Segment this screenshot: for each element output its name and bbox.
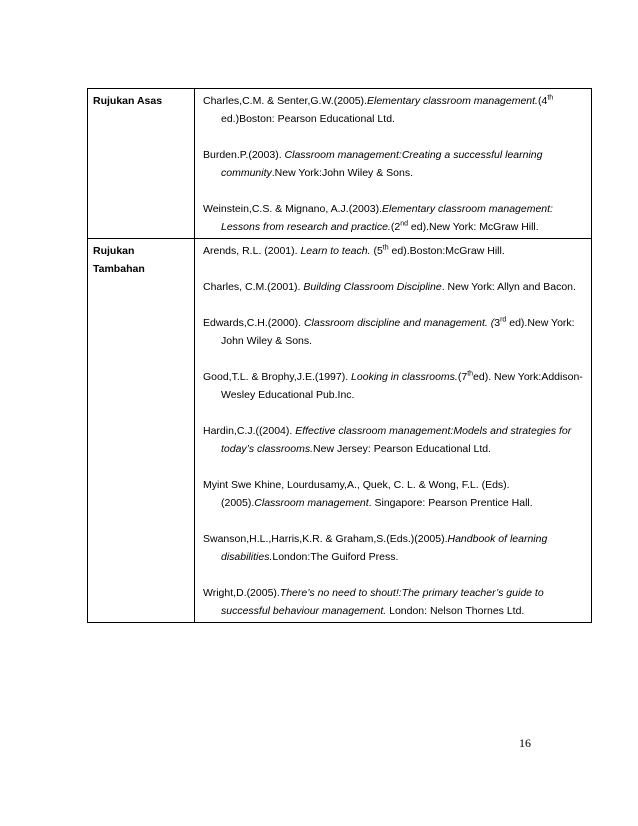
reference-entry (203, 278, 583, 296)
reference-entry (203, 314, 583, 350)
reference-title: Effective classroom management:Models and strategies for today’s classrooms. (221, 425, 572, 455)
reference-title: Elementary classroom management. (366, 95, 538, 107)
row-label-cell (88, 89, 195, 239)
reference-text: Weinstein,C.S. & Mignano, A.J.(2003). (203, 203, 382, 215)
reference-text: Charles, C.M.(2001). (203, 281, 304, 293)
row-label: Rujukan Tambahan (93, 245, 145, 275)
superscript: nd (400, 220, 408, 228)
row-label-cell (88, 239, 195, 623)
superscript: rd (500, 316, 507, 324)
reference-text: ed).Boston:McGraw Hill. (388, 245, 505, 257)
table-row-rujukan-asas (88, 89, 592, 239)
reference-text: Edwards,C.H.(2000). (203, 317, 304, 329)
reference-title: Classroom discipline and management. ( (303, 317, 495, 329)
table-row-rujukan-tambahan (88, 239, 592, 623)
reference-title: Building Classroom Discipline (303, 281, 442, 293)
reference-title: Classroom management (254, 497, 369, 509)
row-label: Rujukan Asas (93, 95, 163, 107)
reference-text: Swanson,H.L.,Harris,K.R. & Graham,S.(Eds.)(2005). (203, 533, 448, 545)
reference-text: Good,T.L. & Brophy,J.E.(1997). (203, 371, 352, 383)
reference-text: Burden.P.(2003). (203, 149, 285, 161)
reference-title: Elementary classroom management: Lessons from research and practice. (221, 203, 553, 233)
reference-text: (4 (537, 95, 548, 107)
reference-text: .New York:John Wiley & Sons. (271, 167, 413, 179)
reference-entry (203, 146, 583, 182)
reference-text: Arends, R.L. (2001). (203, 245, 301, 257)
superscript: th (467, 370, 474, 378)
reference-title: Classroom management:Creating a successful learning community (221, 149, 543, 179)
reference-text: ed.)Boston: Pearson Educational Ltd. (221, 113, 395, 125)
references-cell (195, 89, 592, 239)
reference-text: Wright,D.(2005). (203, 587, 280, 599)
reference-text: Charles,C.M. & Senter,G.W.(2005). (203, 95, 367, 107)
reference-table (87, 88, 592, 623)
reference-title: Looking in classrooms. (351, 371, 458, 383)
superscript: th (382, 244, 389, 252)
reference-text: (2 (390, 221, 401, 233)
reference-text: London:The Guiford Press. (272, 551, 399, 563)
page-number: 16 (519, 736, 531, 750)
reference-entry (203, 476, 583, 512)
references-cell (195, 239, 592, 623)
reference-title: There’s no need to shout!:The primary teacher’s guide to successful behaviour management. (221, 587, 544, 617)
reference-text: (7 (457, 371, 468, 383)
superscript: th (547, 94, 554, 102)
reference-entry (203, 368, 583, 404)
reference-text: ed).New York: McGraw Hill. (407, 221, 539, 233)
reference-text: (5 (370, 245, 383, 257)
reference-text: Myint Swe Khine, Lourdusamy,A., Quek, C. L. & Wong, F.L. (Eds).(2005). (203, 479, 510, 509)
reference-title: Handbook of learning disabilities. (221, 533, 548, 563)
reference-text: ed). New York:Addison-Wesley Educational Pub.Inc. (221, 371, 583, 401)
reference-entry (203, 422, 583, 458)
reference-text: 3 (494, 317, 501, 329)
reference-entry (203, 584, 583, 620)
reference-title: Learn to teach. (300, 245, 371, 257)
reference-text: Hardin,C.J.((2004). (203, 425, 296, 437)
reference-text: London: Nelson Thornes Ltd. (386, 605, 525, 617)
reference-text: . New York: Allyn and Bacon. (441, 281, 576, 293)
reference-entry (203, 530, 583, 566)
reference-text: . Singapore: Pearson Prentice Hall. (368, 497, 533, 509)
reference-text: New Jersey: Pearson Educational Ltd. (313, 443, 492, 455)
reference-entry (203, 200, 583, 236)
reference-entry (203, 242, 583, 260)
reference-text: ed).New York: John Wiley & Sons. (221, 317, 575, 347)
reference-entry (203, 92, 583, 128)
